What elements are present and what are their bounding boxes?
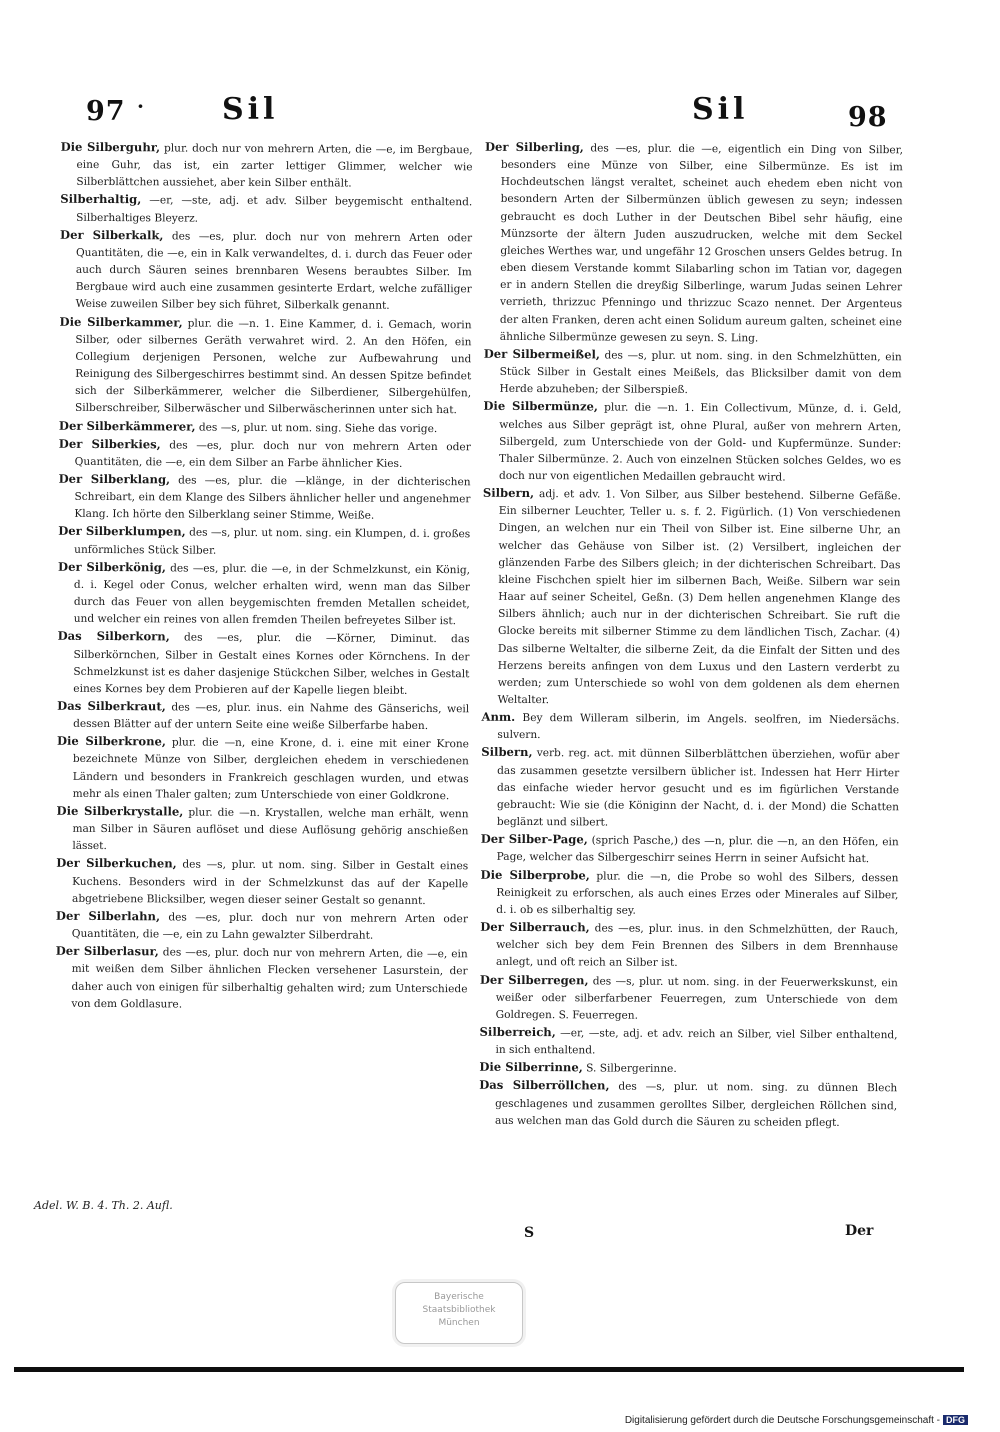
entry-headword: Der Silberlasur, <box>55 943 159 959</box>
dictionary-entry <box>55 943 467 1015</box>
dictionary-entry <box>481 831 899 869</box>
entry-text: plur. die —n. 1. Ein Collectivum, Münze, d. i. Geld, welches aus Silber geprägt ist, ohne Plural, außer von mehrern Arten, Silbergeld, zum Unterschiede von der Gold- und Kupfermünze. Sunder: Thaler Silbermünze. 2. Auch von einzelnen Stücken solches Geldes, wo es doch nur von eigentlichen Medaillen gebraucht wird. <box>498 401 902 484</box>
dictionary-entry <box>480 971 898 1026</box>
entry-text: des —s, plur. ut nom. sing. zu dünnen Blech geschlagenes und zusammen gerolltes Silber, dergleichen Röllchen sind, aus welchen man das Gold durch die Säuren zu scheiden pflegt. <box>494 1081 898 1129</box>
stamp-line: Bayerische <box>434 1292 484 1302</box>
entry-text: des —es, plur. doch nur von mehrern Arten oder Quantitäten, die —e, ein in Kalk verwandeltes, d. i. durch das Feuer oder auch durch Säuren seines brennbaren Wesens beraubtes Silber. Im Bergbaue wird auch eine zusammen gesinterte Erdart, welche zufälliger Weise zuweilen Silber bey sich führet, Silberkalk genannt. <box>75 230 473 313</box>
entry-text: plur. die —n, eine Krone, d. i. eine mit einer Krone bezeichnete Münze von Silber, dergleichen ehedem in verschiedenen Ländern und besonders in Frankreich geschlagen wurden, und etwas mehr als einen Thaler galten; zum Unterschiede von einer Goldkrone. <box>72 736 470 802</box>
dictionary-entry <box>480 866 898 921</box>
entry-text: plur. doch nur von mehrern Arten, die —e, im Bergbaue, eine Guhr, das ist, ein zarter lettiger Glimmer, welcher wie Silberblättchen aussiehet, aber kein Silber enthält. <box>76 142 473 190</box>
stamp-line: Staatsbibliothek <box>422 1305 496 1315</box>
entry-text: des —es, plur. doch nur von mehrern Arten oder Quantitäten, die —e, ein dem Silber an Farbe ähnlicher Kies. <box>74 439 471 470</box>
library-stamp <box>395 1282 523 1344</box>
entry-headword: Der Silberlahn, <box>55 908 161 924</box>
entry-headword: Der Silberrauch, <box>480 919 590 935</box>
entry-text: S. Silbergerinne. <box>586 1062 677 1076</box>
entry-text: Bey dem Willeram silberin, im Angels. seolfren, im Niedersächs. sulvern. <box>497 712 900 742</box>
entry-text: des —es, plur. inus. ein Nahme des Gänserichs, weil dessen Blätter auf der untern Seite eine weiße Silberfarbe haben. <box>73 701 470 733</box>
entry-text: verb. reg. act. mit dünnen Silberblättchen überziehen, wofür aber das zusammen gesetzte versilbern üblicher ist. Indessen hat Herr Hirter das einfache wieder hervor gesucht und es im figürlichen Verstande gebraucht: Wie sie (die Königinn der Nacht, d. i. der Mond) die Schatten beglänzt und silbert. <box>496 747 900 829</box>
credit-text: Digitalisierung gefördert durch die Deutsche Forschungsgemeinschaft - <box>624 1415 940 1426</box>
dictionary-entry <box>57 628 469 700</box>
entry-headword: Die Silberkrystalle, <box>56 803 184 819</box>
entry-headword: Silberreich, <box>479 1024 556 1040</box>
entry-headword: Der Silberkönig, <box>58 559 166 575</box>
entry-text: des —s, plur. ut nom. sing. in den Schmelzhütten, ein Stück Silber in Gestalt eines Meißels, das Blicksilber damit von dem Herde abzuheben; der Silberspieß. <box>499 349 902 397</box>
dictionary-entry <box>481 744 900 833</box>
entry-headword: Die Silberkammer, <box>59 314 183 330</box>
entry-headword: Der Silberling, <box>484 139 584 155</box>
dictionary-entry <box>484 139 903 348</box>
entry-text: des —s, plur. ut nom. sing. in der Feuerwerkskunst, ein weißer oder silberfarbener Feuerregen, zum Unterschiede von dem Goldregen. S. Feuerregen. <box>495 974 898 1022</box>
catchword-right: Sil <box>692 92 749 127</box>
entry-headword: Silberhaltig, <box>60 192 142 207</box>
entry-text: plur. die —n. 1. Eine Kammer, d. i. Gemach, worin Silber, oder silbernes Geräth verwahret wird. 2. An den Höfen, ein Collegium derjenigen Personen, welche zur Aufbewahrung und Reinigung des Silbergeschirres bestimmt sind. An dessen Spitze befindet sich der Silberkämmerer, welcher die Silberdiener, Silbergehülfen, Silberschreiber, Silberwäscher und Silberwäscherinnen unter sich hat. <box>74 317 472 417</box>
entry-headword: Der Silberkies, <box>58 436 161 452</box>
entry-text: des —es, plur. die —Körner, Diminut. das Silberkörnchen, Silber in Gestalt eines Kornes oder Körnchens. In der Schmelzkunst ist es daher dasjenige Stückchen Silber, welches in Gestalt eines Kornes bey dem Probieren auf der Kapelle liegen bleibt. <box>73 631 470 697</box>
left-column <box>55 139 472 1015</box>
catchword-left: Sil <box>222 92 279 127</box>
entry-headword: Der Silberklumpen, <box>58 524 186 539</box>
entry-text: des —s, plur. ut nom. sing. Siehe das vorige. <box>198 421 438 435</box>
dictionary-entry <box>57 733 469 805</box>
entry-headword: Die Silbermünze, <box>483 399 599 414</box>
dictionary-entry <box>481 709 899 747</box>
entry-text: —er, —ste, adj. et adv. Silber beygemischt enthaltend. Silberhaltiges Bleyerz. <box>76 194 473 225</box>
dictionary-entry <box>56 855 468 910</box>
entry-text: —er, —ste, adj. et adv. reich an Silber, viel Silber enthaltend, in sich enthaltend. <box>495 1027 898 1057</box>
volume-note: Adel. W. B. 4. Th. 2. Aufl. <box>34 1199 173 1212</box>
dictionary-entry <box>59 313 472 419</box>
dfg-logo: DFG <box>943 1415 968 1425</box>
entry-headword: Der Silbermeißel, <box>483 346 600 362</box>
entry-text: des —es, plur. doch nur von mehrern Arten, die —e, ein mit weißen dem Silber ähnlichen Flecken versehener Lasurstein, der daher auch von einigen für silberhaltig gehalten wird; zum Unterschiede von dem Goldlasure. <box>71 946 468 1011</box>
catchword-bottom: Der <box>845 1223 874 1239</box>
entry-text: des —s, plur. ut nom. sing. Silber in Gestalt eines Kuchens. Besonders wird in der Schmelzkunst das auf der Kapelle abgetriebene Blicksilber, wegen dieser seiner Gestalt so genannt. <box>71 858 469 907</box>
entry-headword: Der Silberkalk, <box>60 227 164 243</box>
dictionary-entry <box>59 417 471 438</box>
entry-headword: Silbern, <box>481 745 533 760</box>
dictionary-entry <box>56 908 468 946</box>
entry-text: des —es, plur. die —e, eigentlich ein Ding von Silber, besonders eine Münze von Silber, eine Silbermünze. Es ist im Hochdeutschen längst veraltet, scheinet auch ehedem eben nicht von besondern Arten der Silbermünzen üblich gewesen zu seyn; indessen gebraucht es doch Luther in der Deutschen Bibel sehr häufig, eine Münzsorte der ältern Juden auszudrucken, welche mit dem Seckel gleiches Werthes war, und ungefähr 12 Groschen unsers Geldes betrug. In eben diesem Verstande kommt Silabarling schon im Tatian vor, dagegen er in andern Stellen die dreyßig Silberlinge, warum Judas seinen Lehrer verrieth, thrizzuc Pfenningo und thrizzuc Scazo nennet. Der Argenteus der alten Franken, deren acht einen Solidum aureum galten, scheinet eine ähnliche Silbermünze gewesen zu seyn. S. Ling. <box>499 142 904 345</box>
entry-headword: Die Silberrinne, <box>479 1059 583 1075</box>
entry-headword: Der Silberklang, <box>58 471 171 487</box>
dictionary-entry <box>482 485 901 712</box>
page-header <box>0 92 1000 136</box>
entry-text: des —es, plur. inus. in den Schmelzhütten, der Rauch, welcher sich bey dem Fein Brennen des Silbers in dem Brennhause anlegt, und oft reich an Silber ist. <box>495 922 899 970</box>
dictionary-entry <box>483 398 902 487</box>
dictionary-entry <box>60 227 473 316</box>
dictionary-entry <box>479 1077 897 1132</box>
dictionary-entry <box>58 471 470 526</box>
entry-text: (sprich Pasche,) des —n, plur. die —n, an den Höfen, ein Page, welcher das Silbergeschirr seines Herrn in seiner Aufsicht hat. <box>496 834 899 866</box>
right-column <box>479 139 903 1132</box>
header-dot: · <box>137 94 145 118</box>
page-number-left: 97 <box>86 96 126 127</box>
entry-text: des —es, plur. die —klänge, in der dichterischen Schreibart, ein dem Klange des Silbers ähnlicher heller und angenehmer Klang. Ich hörte den Silberklang seiner Stimme, Weiße. <box>74 474 471 522</box>
entry-headword: Die Silberprobe, <box>480 867 590 882</box>
entry-headword: Das Silberkraut, <box>57 698 166 714</box>
entry-headword: Anm. <box>481 709 516 725</box>
entry-headword: Die Silberkrone, <box>56 734 166 749</box>
dictionary-entry <box>60 139 472 194</box>
dictionary-entry <box>60 191 472 229</box>
page-number-right: 98 <box>848 102 888 133</box>
entry-text: des —es, plur. die —e, in der Schmelzkunst, ein König, d. i. Kegel oder Conus, welcher erhalten wird, wenn man das Silber durch das Feuer von allen beygemischten fremden Metallen scheidet, und welcher ein reines von allen fremden Theilen befreyetes Silber ist. <box>73 562 471 628</box>
dictionary-entry <box>57 698 469 736</box>
entry-headword: Das Silberkorn, <box>57 629 170 644</box>
entry-headword: Der Silberkämmerer, <box>58 418 196 434</box>
entry-text: plur. die —n. Krystallen, welche man erhält, wenn man Silber in Säuren auflöset und diese Auflösung gehörig anschießen lässet. <box>72 806 469 853</box>
bottom-rule <box>14 1367 964 1372</box>
entry-text: plur. die —n, die Probe so wohl des Silbers, dessen Reinigkeit zu erforschen, als auch eines Erzes oder Minerales auf Silber, d. i. ob es silberhaltig sey. <box>496 869 899 917</box>
entry-headword: Der Silberregen, <box>479 972 589 987</box>
entry-text: des —s, plur. ut nom. sing. ein Klumpen, d. i. großes unförmliches Stück Silber. <box>74 526 471 557</box>
entry-text: des —es, plur. doch nur von mehrern Arten oder Quantitäten, die —e, ein zu Lahn gewalzter Silberdraht. <box>71 911 468 942</box>
dictionary-entry <box>479 1024 897 1062</box>
dictionary-entry <box>58 523 470 561</box>
dictionary-entry <box>56 803 468 858</box>
dictionary-entry <box>59 435 471 473</box>
entry-headword: Der Silber-Page, <box>480 831 588 847</box>
entry-headword: Die Silberguhr, <box>60 139 161 155</box>
entry-headword: Das Silberröllchen, <box>479 1078 610 1093</box>
entry-headword: Der Silberkuchen, <box>56 856 177 871</box>
dictionary-entry <box>480 919 898 974</box>
dictionary-entry <box>58 558 470 630</box>
stamp-line: München <box>438 1318 480 1328</box>
signature-mark: S <box>524 1225 535 1241</box>
entry-headword: Silbern, <box>482 485 535 501</box>
dfg-credit <box>625 1415 968 1426</box>
dictionary-entry <box>483 346 901 401</box>
entry-text: adj. et adv. 1. Von Silber, aus Silber bestehend. Silberne Gefäße. Ein silberner Leuchter, Teller u. s. f. 2. Figürlich. (1) Von verschiedenen Dingen, an welchen nur ein Theil von Silber ist. Eine silberne Uhr, an welcher das Gehäuse von Silber ist. (2) Versilbert, ingleichen der glänzenden Farbe des Silbers gleich; in der dichterischen Schreibart. Das kleine Fischchen spielt hier im silbernen Bach, Weiße. Silbern war sein Haar auf seiner Scheitel, Geßn. (3) Dem hellen angenehmen Klange des Silbers ähnlich; auch nur in der dichterischen Schreibart. Sie ruft die Glocke bereits mit silberner Stimme zu dem ländlichen Tisch, Zachar. (4) Das silberne Weltalter, die silberne Zeit, da die Einfalt der Sitten und des Herzens bereits anfingen von dem Luxus und den Lastern verderbt zu werden; zum Unterschiede so wohl von dem goldenen als dem ehernen Weltalter. <box>497 488 901 707</box>
